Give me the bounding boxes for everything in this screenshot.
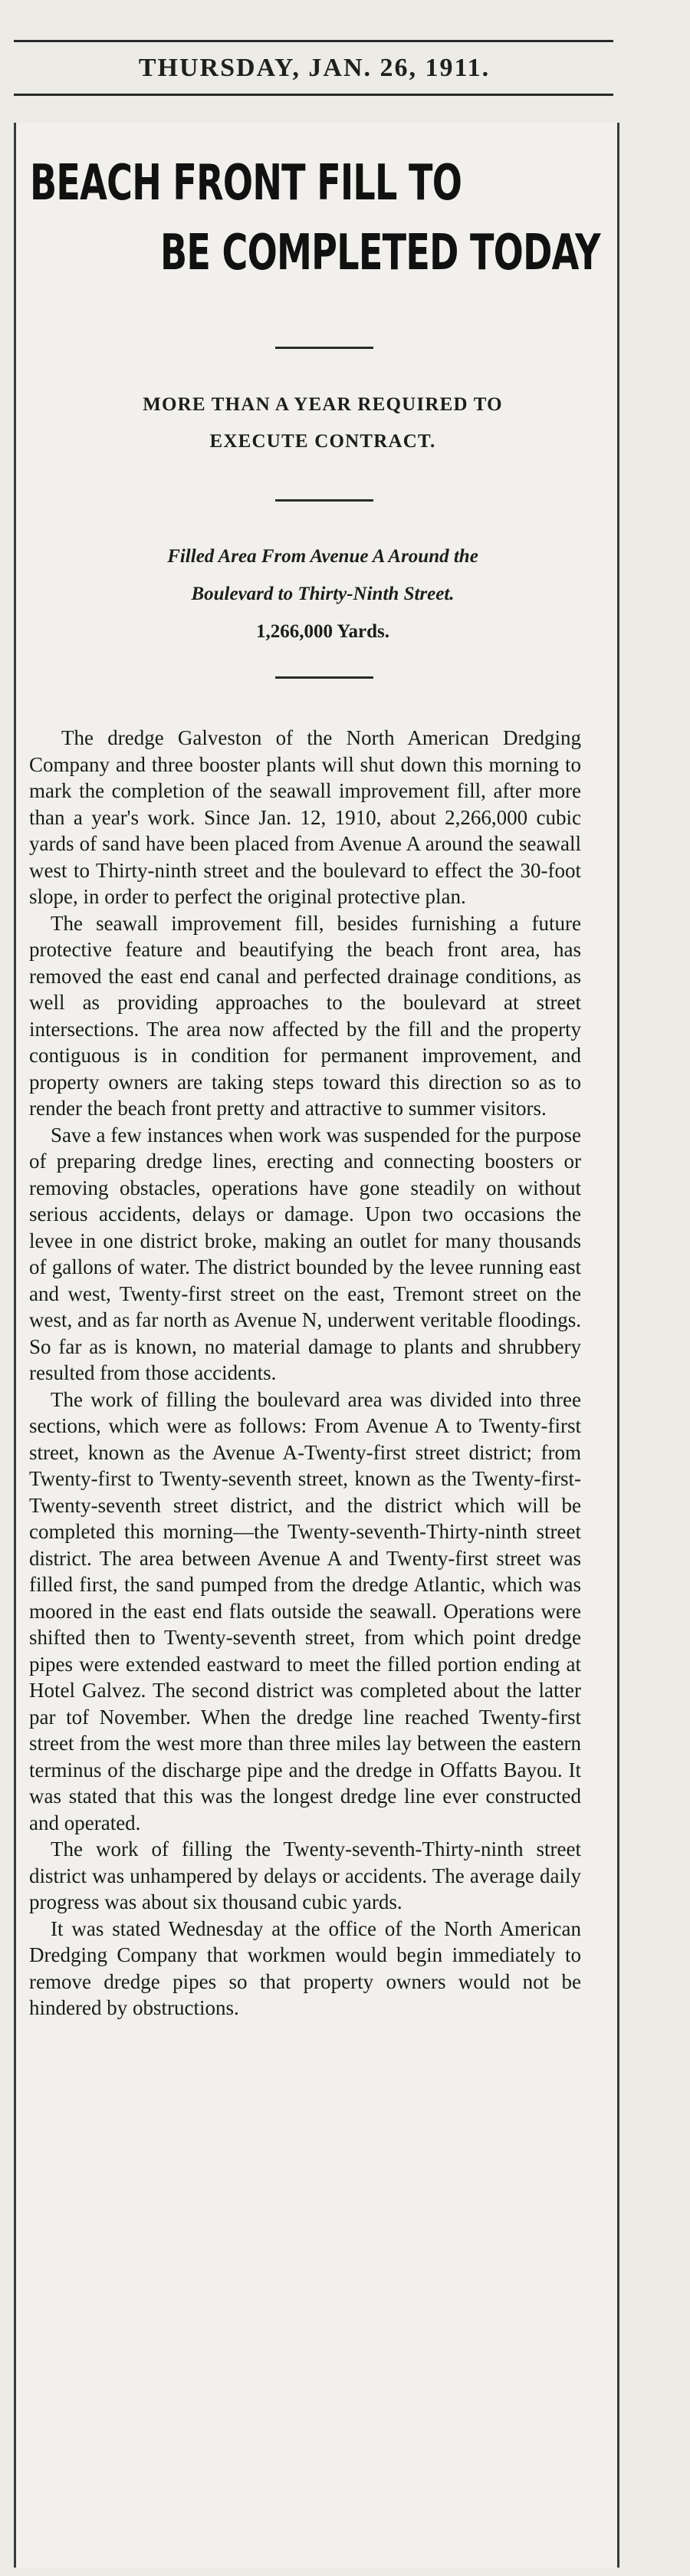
headline-line-1: BEACH FRONT FILL TO bbox=[30, 155, 462, 212]
headline-line-2: BE COMPLETED TODAY bbox=[160, 225, 600, 281]
body-paragraph: It was stated Wednesday at the office of the North American Dredging Company that workmen would begin immediately to remove dredge pipes so that property owners would not be hindered by obstructions. bbox=[29, 1916, 581, 2019]
deck-line-1: MORE THAN A YEAR REQUIRED TO bbox=[143, 394, 503, 415]
subdeck-line-3: 1,266,000 Yards. bbox=[255, 621, 390, 642]
dateline-bottom-rule bbox=[14, 94, 613, 96]
dateline-top-rule bbox=[14, 40, 613, 42]
body-paragraph: The dredge Galveston of the North American Dredging Company and three booster plants will shut down this morning to mark the completion of the seawall improvement fill, after more than a year's work. Since Jan. 12, 1910, about 2,266,000 cubic yards of sand have been placed from Avenue A around the seawall west to Thirty-ninth street and the boulevard to effect the 30-foot slope, in order to perfect the original protective plan. bbox=[29, 726, 581, 908]
body-paragraph: Save a few instances when work was suspended for the purpose of preparing dredge lines, erecting and connecting boosters or removing obstacles, operations have gone steadily on without serious accidents, delays or damage. Upon two occasions the levee in one district broke, making an outlet for many thousands of gallons of water. The district bounded by the levee running east and west, Twenty-first street on the east, Tremont street on the west, and as far north as Avenue N, underwent veritable floodings. So far as is known, no material damage to plants and shrubbery resulted from those accidents. bbox=[29, 1123, 581, 1384]
article-body bbox=[29, 725, 581, 2022]
dateline: THURSDAY, JAN. 26, 1911. bbox=[138, 54, 491, 82]
body-paragraph: The work of filling the Twenty-seventh-Thirty-ninth street district was unhampered by delays or accidents. The average daily progress was about six thousand cubic yards. bbox=[29, 1837, 581, 1913]
rule-after-subdeck bbox=[275, 676, 373, 679]
rule-after-headline bbox=[275, 347, 373, 349]
deck-line-2: EXECUTE CONTRACT. bbox=[209, 431, 436, 452]
body-paragraph: The seawall improvement fill, besides furnishing a future protective feature and beautifying the beach front area, has removed the east end canal and perfected drainage conditions, as well as providing approaches to the boulevard at street intersections. The area now affected by the fill and the property contiguous is in condition for permanent improvement, and property owners are taking steps toward this direction so as to render the beach front pretty and attractive to summer visitors. bbox=[29, 911, 581, 1120]
body-paragraph: The work of filling the boulevard area was divided into three sections, which were as follows: From Avenue A to Twenty-first street, known as the Avenue A-Twenty-first street district; from Twenty-first to Twenty-seventh street, known as the Twenty-first-Twenty-seventh street district, and the district which will be completed this morning—the Twenty-seventh-Thirty-ninth street district. The area between Avenue A and Twenty-first street was filled first, the sand pumped from the dredge Atlantic, which was moored in the east end flats outside the seawall. Operations were shifted then to Twenty-seventh street, from which point dredge pipes were extended eastward to meet the filled portion ending at Hotel Galvez. The second district was completed about the latter par tof November. When the dredge line reached Twenty-first street from the west more than three miles lay between the eastern terminus of the discharge pipe and the dredge in Offatts Bayou. It was stated that this was the longest dredge line ever constructed and operated. bbox=[29, 1387, 581, 1834]
rule-after-deck bbox=[275, 499, 373, 502]
subdeck-line-1: Filled Area From Avenue A Around the bbox=[167, 546, 478, 567]
subdeck-line-2: Boulevard to Thirty-Ninth Street. bbox=[191, 584, 455, 604]
